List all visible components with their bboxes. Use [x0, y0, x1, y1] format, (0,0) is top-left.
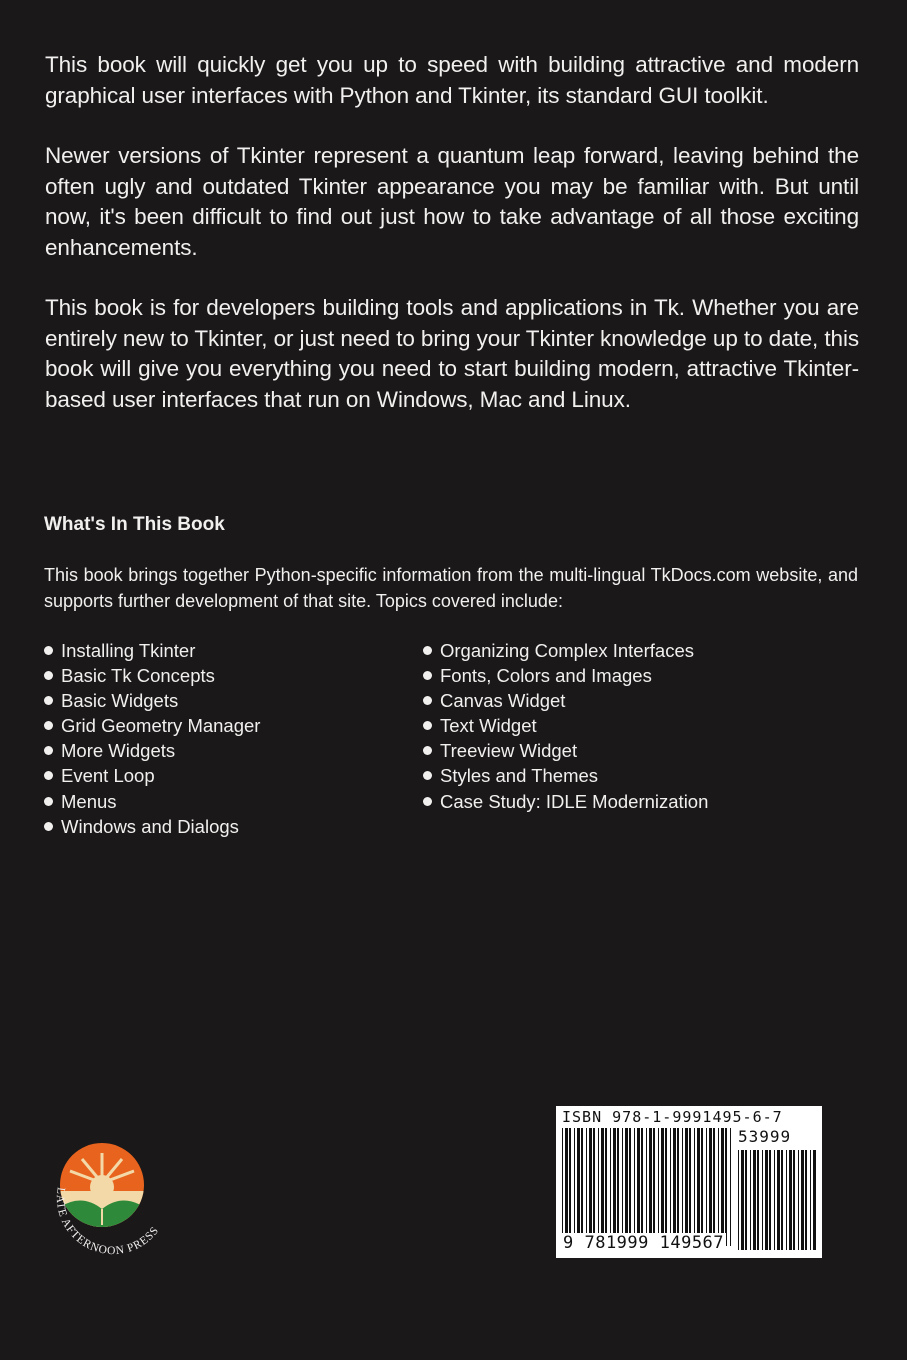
barcode-bar [741, 1150, 744, 1250]
barcode-bar [670, 1128, 671, 1246]
barcode-bar [562, 1128, 563, 1246]
list-item: Text Widget [423, 713, 708, 738]
isbn-barcode [556, 1106, 822, 1258]
barcode-bar [653, 1128, 655, 1246]
blurb-paragraph-2: Newer versions of Tkinter represent a quantum leap forward, leaving behind the often ugly and outdated Tkinter appearance you may be familiar with. But until now, it's been difficult to find out just how to take advantage of all those exciting enhancements. [45, 143, 859, 260]
list-item: Windows and Dialogs [44, 814, 260, 839]
barcode-bar [565, 1128, 568, 1246]
list-item: Basic Widgets [44, 688, 260, 713]
bullet-icon [423, 671, 432, 680]
barcode-bar [694, 1128, 695, 1246]
barcode-bar [689, 1128, 691, 1246]
barcode-bar [682, 1128, 683, 1246]
barcode-bar [622, 1128, 623, 1246]
barcode-bar [697, 1128, 700, 1246]
bullet-icon [44, 646, 53, 655]
barcode-bar [646, 1128, 647, 1246]
barcode-bar [641, 1128, 643, 1246]
barcode-bar [598, 1128, 599, 1246]
sunrise-book-icon [40, 1135, 180, 1275]
barcode-bar [593, 1128, 595, 1246]
barcode-bar [709, 1128, 712, 1246]
barcode-bar [701, 1128, 703, 1246]
barcode-bar [649, 1128, 652, 1246]
contents-intro: This book brings together Python-specific information from the multi-lingual TkDocs.com website, and supports further development of that site. Topics covered include: [44, 565, 858, 611]
barcode-bar [601, 1128, 604, 1246]
barcode-bar [581, 1128, 583, 1246]
list-item: Menus [44, 789, 260, 814]
list-item: Organizing Complex Interfaces [423, 638, 708, 663]
bullet-icon [44, 771, 53, 780]
bullet-icon [423, 797, 432, 806]
contents-heading: What's In This Book [44, 514, 225, 535]
barcode-bar [605, 1128, 607, 1246]
bullet-icon [423, 771, 432, 780]
list-item: Canvas Widget [423, 688, 708, 713]
publisher-name: LATE AFTERNOON PRESS [53, 1186, 162, 1258]
barcode-bar [634, 1128, 635, 1246]
barcode-bar [629, 1128, 631, 1246]
back-cover-blurb [45, 50, 859, 445]
barcode-bar [617, 1128, 619, 1246]
topics-column-left [44, 638, 260, 839]
barcode-bar [810, 1150, 811, 1250]
barcode-bar [781, 1150, 783, 1250]
barcode-bar [706, 1128, 707, 1246]
barcode-bar [718, 1128, 719, 1246]
barcode-bar [798, 1150, 799, 1250]
price-code: 53999 [738, 1127, 792, 1146]
list-item: More Widgets [44, 738, 260, 763]
barcode-bar [738, 1150, 739, 1250]
bullet-icon [44, 721, 53, 730]
list-item: Basic Tk Concepts [44, 663, 260, 688]
blurb-paragraph-3: This book is for developers building tools and applications in Tk. Whether you are entirely new to Tkinter, or just need to bring your Tkinter knowledge up to date, this book will give you everything you need to start building modern, attractive Tkinter-based user interfaces that run on Windows, Mac and Linux. [45, 295, 859, 412]
barcode-bar [745, 1150, 747, 1250]
barcode-bar [721, 1128, 724, 1246]
bullet-icon [423, 646, 432, 655]
barcode-bar [665, 1128, 667, 1246]
barcode-bar [762, 1150, 763, 1250]
barcode-bar [789, 1150, 792, 1250]
barcode-bar [777, 1150, 780, 1250]
barcode-bar [658, 1128, 659, 1246]
bullet-icon [44, 671, 53, 680]
barcode-bar [813, 1150, 816, 1250]
barcode-bar [774, 1150, 775, 1250]
list-item: Event Loop [44, 763, 260, 788]
list-item: Installing Tkinter [44, 638, 260, 663]
barcode-bar [586, 1128, 587, 1246]
list-item: Grid Geometry Manager [44, 713, 260, 738]
barcode-bar [713, 1128, 715, 1246]
barcode-bar [793, 1150, 795, 1250]
barcode-bar [801, 1150, 804, 1250]
bullet-icon [423, 746, 432, 755]
barcode-bar [610, 1128, 611, 1246]
bullet-icon [44, 822, 53, 831]
barcode-bar [769, 1150, 771, 1250]
barcode-bar [625, 1128, 628, 1246]
bullet-icon [423, 696, 432, 705]
barcode-bar [685, 1128, 688, 1246]
barcode-bar [637, 1128, 640, 1246]
contents-section [44, 512, 858, 614]
bullet-icon [44, 696, 53, 705]
bullet-icon [423, 721, 432, 730]
barcode-bar [613, 1128, 616, 1246]
barcode-bar [569, 1128, 571, 1246]
barcode-bar [574, 1128, 575, 1246]
barcode-bar [765, 1150, 768, 1250]
bullet-icon [44, 746, 53, 755]
barcode-bar [805, 1150, 807, 1250]
barcode-bar [750, 1150, 751, 1250]
barcode-bar [589, 1128, 592, 1246]
blurb-paragraph-1: This book will quickly get you up to speed with building attractive and modern graphical user interfaces with Python and Tkinter, its standard GUI toolkit. [45, 52, 859, 108]
barcode-bar [757, 1150, 759, 1250]
barcode-bar [730, 1128, 731, 1246]
bullet-icon [44, 797, 53, 806]
list-item: Styles and Themes [423, 763, 708, 788]
topics-column-right [423, 638, 708, 814]
barcode-bar [753, 1150, 756, 1250]
list-item: Case Study: IDLE Modernization [423, 789, 708, 814]
barcode-bar [677, 1128, 679, 1246]
ean-digits: 9 781999 149567 [563, 1233, 725, 1253]
list-item: Treeview Widget [423, 738, 708, 763]
barcode-bar [577, 1128, 580, 1246]
isbn-label: ISBN 978-1-9991495-6-7 [562, 1108, 783, 1126]
publisher-logo [40, 1135, 180, 1275]
topics-list [44, 638, 858, 848]
barcode-bar [725, 1128, 727, 1246]
barcode-bar [786, 1150, 787, 1250]
barcode-bar [661, 1128, 664, 1246]
list-item: Fonts, Colors and Images [423, 663, 708, 688]
barcode-bar [673, 1128, 676, 1246]
